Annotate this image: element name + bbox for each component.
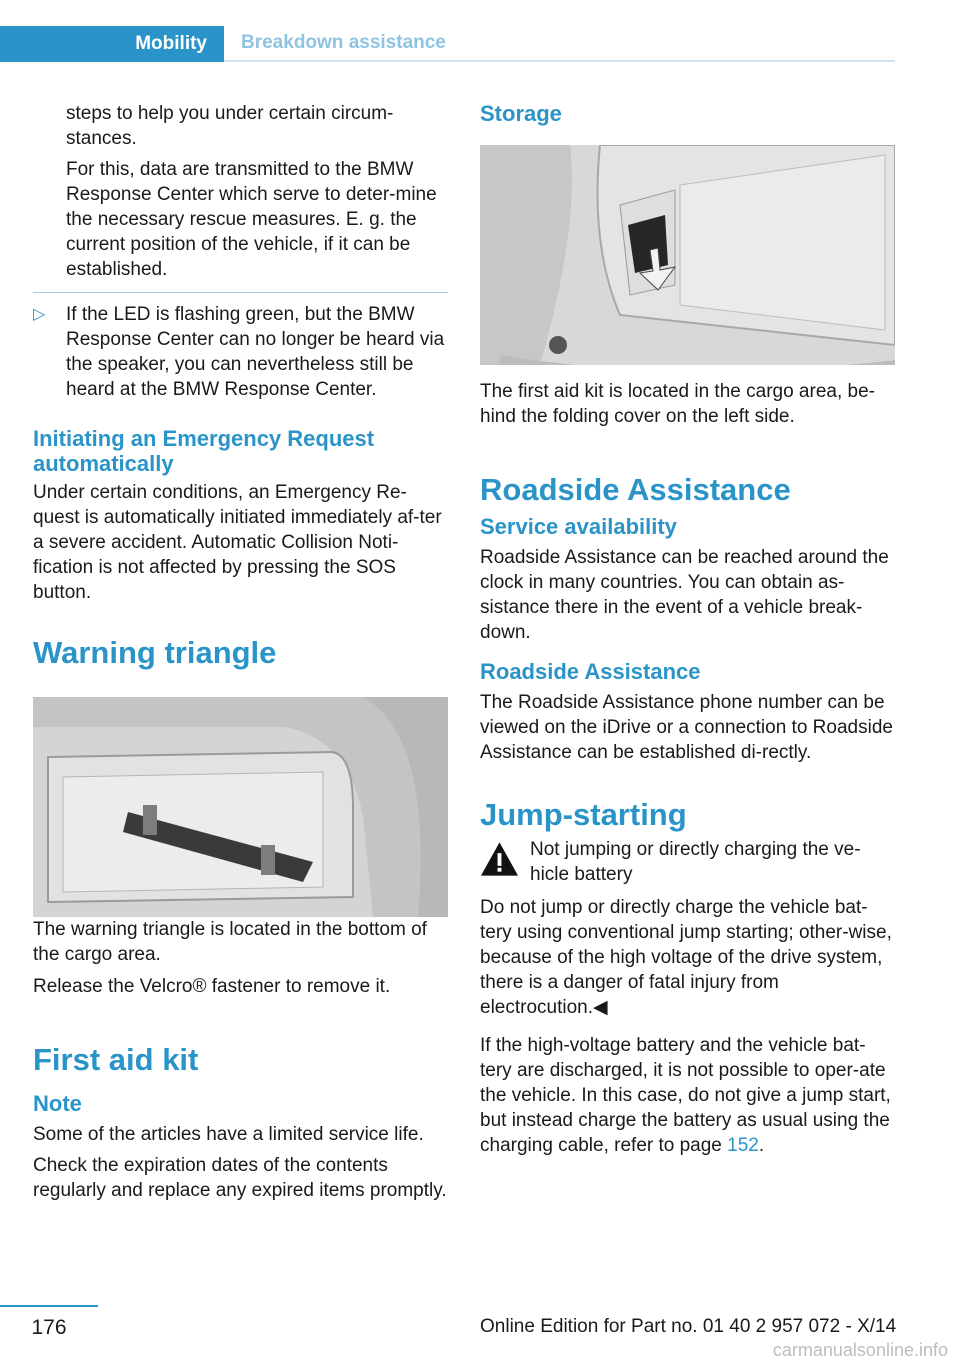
edition-text: Online Edition for Part no. 01 40 2 957 072 - X/14: [480, 1316, 897, 1337]
note-text-2: Check the expiration dates of the contents regularly and replace any expired items promptly.: [33, 1155, 447, 1201]
storage-image: [480, 145, 895, 365]
page-header: [0, 26, 895, 62]
footer-rule: [0, 1305, 98, 1307]
warning-title: Not jumping or directly charging the ve‐hicle battery: [530, 839, 861, 885]
storage-text: The first aid kit is located in the cargo area, be‐hind the folding cover on the left side.: [480, 381, 875, 427]
jump-start-period: .: [758, 1135, 765, 1156]
bullet-text: If the LED is flashing green, but the BMW Response Center can no longer be heard via the speaker, you can nevertheless still be heard at the BMW Response Center.: [66, 304, 445, 400]
watermark: carmanualsonline.info: [772, 1340, 948, 1360]
heading-note: Note: [33, 1091, 82, 1116]
heading-storage: Storage: [480, 101, 562, 126]
warning-icon: [480, 841, 519, 877]
intro-paragraph-2: For this, data are transmitted to the BMW Response Center which serve to deter‐mine the necessary rescue measures. E. g. the current position of the vehicle, if it can be established.: [66, 159, 437, 280]
page-reference-link[interactable]: 152: [727, 1135, 759, 1156]
page-number: 176: [31, 1316, 67, 1339]
header-rule: [224, 60, 895, 62]
warning-triangle-text-1: The warning triangle is located in the bottom of the cargo area.: [33, 919, 427, 965]
warning-title-block: [480, 837, 895, 887]
warning-text: Do not jump or directly charge the vehicle bat‐tery using conventional jump starting; other‐wise, because of the high voltage of the drive system, there is a danger of fatal injury from electrocution.◀: [480, 897, 892, 1018]
heading-warning-triangle: Warning triangle: [33, 635, 277, 670]
section-title[interactable]: Breakdown assistance: [241, 32, 446, 53]
left-column: [33, 101, 448, 1203]
warning-triangle-image: [33, 697, 448, 917]
heading-roadside-assistance: Roadside Assistance: [480, 472, 791, 507]
list-item: [33, 302, 448, 402]
jump-start-body: If the high-voltage battery and the vehicle bat‐tery are discharged, it is not possible to oper‐ate the vehicle. In this case, do not give a jump start, but instead charge the battery as usual using the charging cable, refer to page: [480, 1035, 891, 1156]
triangle-bullet-icon: ▷: [33, 306, 46, 323]
warning-triangle-text-2: Release the Velcro® fastener to remove it.: [33, 976, 391, 997]
service-availability-text: Roadside Assistance can be reached around the clock in many countries. You can obtain as‐sistance there in the event of a vehicle break‐down.: [480, 547, 889, 643]
heading-first-aid-kit: First aid kit: [33, 1042, 199, 1077]
jump-start-text: [480, 1033, 895, 1158]
chapter-tab[interactable]: Mobility: [0, 26, 224, 62]
note-text-1: Some of the articles have a limited service life.: [33, 1124, 424, 1145]
intro-paragraph-1: steps to help you under certain circum‐stances.: [66, 103, 394, 149]
roadside-assistance-text: The Roadside Assistance phone number can be viewed on the iDrive or a connection to Roadside Assistance can be established di‐rectly.: [480, 692, 893, 763]
auto-emergency-text: Under certain conditions, an Emergency Re‐quest is automatically initiated immediately af‐ter a severe accident. Automatic Collision Noti‐fication is not affected by pressing the SOS button.: [33, 482, 442, 603]
heading-roadside-assistance-sub: Roadside Assistance: [480, 659, 701, 684]
heading-jump-starting: Jump-starting: [480, 797, 687, 832]
heading-auto-emergency: Initiating an Emergency Request automatically: [33, 426, 375, 476]
list-separator: [33, 292, 448, 293]
heading-service-availability: Service availability: [480, 514, 677, 539]
